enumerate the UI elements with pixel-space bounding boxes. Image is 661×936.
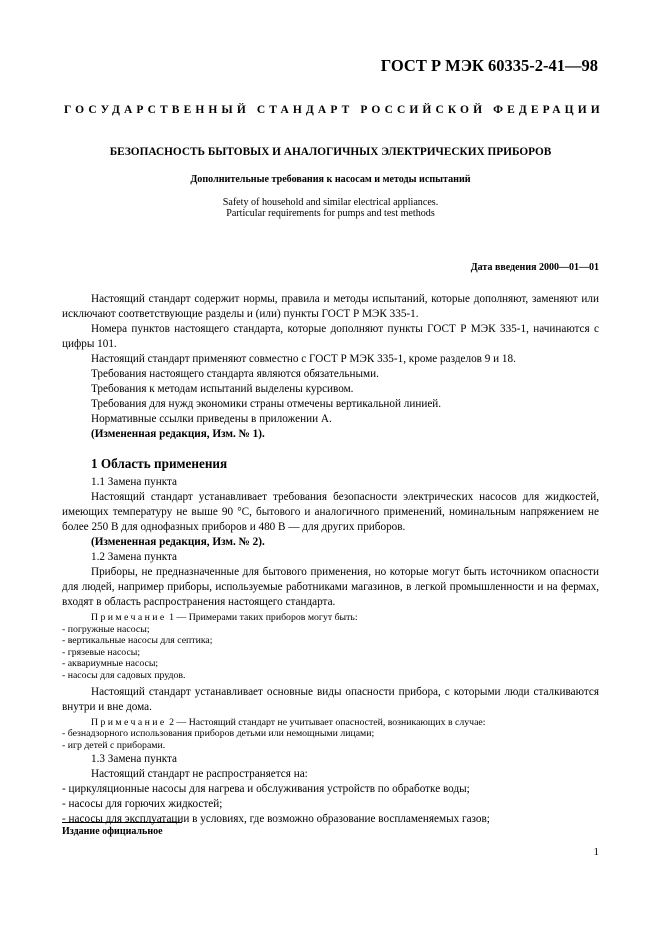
intro-paragraph-7: Нормативные ссылки приведены в приложении А. bbox=[91, 413, 332, 425]
clause-1-2-label: 1.2 Замена пункта bbox=[91, 551, 177, 563]
note-1 bbox=[62, 612, 599, 682]
note-1-item: - аквариумные насосы; bbox=[62, 658, 159, 670]
document-title: БЕЗОПАСНОСТЬ БЫТОВЫХ И АНАЛОГИЧНЫХ ЭЛЕКТРИЧЕСКИХ ПРИБОРОВ bbox=[109, 146, 552, 158]
note-2-heading bbox=[62, 717, 599, 729]
english-title-line-2: Particular requirements for pumps and test methods bbox=[226, 208, 435, 220]
standard-code: ГОСТ Р МЭК 60335-2-41—98 bbox=[380, 56, 598, 75]
intro-amendment: (Измененная редакция, Изм. № 1). bbox=[91, 428, 265, 440]
footer-divider bbox=[62, 822, 182, 823]
intro-paragraph-3: Настоящий стандарт применяют совместно с ГОСТ Р МЭК 335-1, кроме разделов 9 и 18. bbox=[91, 353, 516, 365]
note-1-text: 1 — Примерами таких приборов могут быть: bbox=[169, 612, 358, 623]
intro-paragraph-6: Требования для нужд экономики страны отмечены вертикальной линией. bbox=[91, 398, 442, 410]
section-1-heading: 1 Область применения bbox=[91, 456, 228, 471]
edition-label: Издание официальное bbox=[62, 826, 163, 837]
note-1-item: - насосы для садовых прудов. bbox=[62, 669, 186, 681]
note-1-word: Примечание bbox=[91, 612, 167, 623]
state-standard-heading: ГОСУДАРСТВЕННЫЙ СТАНДАРТ РОССИЙСКОЙ ФЕДЕРАЦИИ bbox=[64, 104, 604, 116]
clause-1-1-text: Настоящий стандарт устанавливает требования безопасности электрических насосов для жидкостей, имеющих температуру не выше 90 °С, бытового и аналогичного применений, номинальным напряжением не более 250 В для однофазных приборов и 480 В — для других приборов. bbox=[62, 491, 599, 533]
clause-1-1-amendment: (Измененная редакция, Изм. № 2). bbox=[91, 536, 265, 548]
clause-1-3-label: 1.3 Замена пункта bbox=[91, 753, 177, 766]
document-subtitle: Дополнительные требования к насосам и методы испытаний bbox=[190, 174, 471, 185]
note-1-item: - погружные насосы; bbox=[62, 623, 150, 635]
clause-1-2-text-2: Настоящий стандарт устанавливает основные виды опасности прибора, с которыми люди сталкиваются внутри и вне дома. bbox=[62, 685, 599, 713]
intro-paragraph-4: Требования настоящего стандарта являются обязательными. bbox=[91, 368, 379, 380]
intro-paragraph-2: Номера пунктов настоящего стандарта, которые дополняют пункты ГОСТ Р МЭК 335-1, начинаются с цифры 101. bbox=[62, 323, 599, 350]
clause-1-3-item: - циркуляционные насосы для нагрева и обслуживания устройств по обработке воды; bbox=[62, 783, 470, 796]
intro-paragraph-5: Требования к методам испытаний выделены курсивом. bbox=[91, 383, 354, 395]
english-title bbox=[60, 197, 601, 220]
note-2-item: - игр детей с приборами. bbox=[62, 739, 166, 751]
intro-paragraph-1: Настоящий стандарт содержит нормы, правила и методы испытаний, которые дополняют, заменяют или исключают соответствующие разделы и (или) пункты ГОСТ Р МЭК 335-1. bbox=[62, 293, 599, 320]
clause-1-2-text: Приборы, не предназначенные для бытового применения, но которые могут быть источником опасности для людей, например приборы, используемые работниками магазинов, в легкой промышленности и на фермах, входят в область распространения настоящего стандарта. bbox=[62, 566, 599, 608]
note-1-item: - грязевые насосы; bbox=[62, 646, 141, 658]
clause-1-3-item: - насосы для эксплуатации в условиях, где возможно образование воспламеняемых газов; bbox=[62, 813, 490, 826]
clause-1-3-text: Настоящий стандарт не распространяется на: bbox=[91, 768, 308, 781]
introduction-date: Дата введения 2000—01—01 bbox=[470, 262, 599, 273]
clause-1-3-item: - насосы для горючих жидкостей; bbox=[62, 798, 223, 811]
note-1-heading bbox=[62, 612, 599, 624]
note-2-text: 2 — Настоящий стандарт не учитывает опасностей, возникающих в случае: bbox=[169, 716, 486, 728]
note-2 bbox=[62, 717, 599, 752]
note-2-item: - безнадзорного использования приборов детьми или немощными лицами; bbox=[62, 728, 375, 740]
document-body bbox=[62, 292, 599, 827]
note-2-word: Примечание bbox=[91, 716, 167, 728]
page-number: 1 bbox=[593, 846, 599, 858]
note-1-item: - вертикальные насосы для септика; bbox=[62, 635, 213, 647]
clause-1-1-label: 1.1 Замена пункта bbox=[91, 476, 177, 488]
english-title-line-1: Safety of household and similar electrical appliances. bbox=[222, 197, 439, 208]
